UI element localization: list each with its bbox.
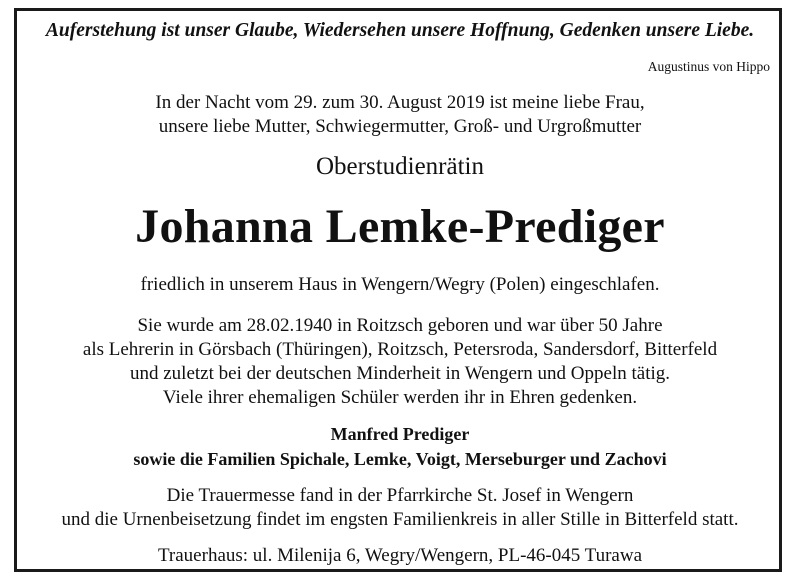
biography-line: als Lehrerin in Görsbach (Thüringen), Roitzsch, Petersroda, Sandersdorf, Bitterfeld [82,339,718,360]
biography-line: und zuletzt bei der deutschen Minderheit in Wengern und Oppeln tätig. [130,363,670,384]
funeral-line: und die Urnenbeisetzung findet im engsten Familienkreis in aller Stille in Bitterfeld statt. [61,509,739,530]
deceased-title: Oberstudienrätin [315,153,484,180]
deceased-name: Johanna Lemke-Prediger [135,200,665,253]
quote-attribution: Augustinus von Hippo [647,59,770,74]
mourner-primary: Manfred Prediger [330,424,470,444]
funeral-line: Die Trauermesse fand in der Pfarrkirche St. Josef in Wengern [166,485,634,506]
intro-line: unsere liebe Mutter, Schwiegermutter, Groß- und Urgroßmutter [158,116,642,137]
intro-line: In der Nacht vom 29. zum 30. August 2019 ist meine liebe Frau, [155,92,645,113]
mourner-families: sowie die Familien Spichale, Lemke, Voigt, Merseburger und Zachovi [133,449,667,469]
mourning-house-address: Trauerhaus: ul. Milenija 6, Wegry/Wengern, PL-46-045 Turawa [157,545,643,566]
funeral-text [0,484,800,532]
mourners [0,422,800,472]
biography-line: Sie wurde am 28.02.1940 in Roitzsch geboren und war über 50 Jahre [137,315,663,336]
biography-text [0,314,800,410]
motto-quote: Auferstehung ist unser Glaube, Wiedersehen unsere Hoffnung, Gedenken unsere Liebe. [45,20,755,41]
intro-text [0,91,800,139]
peace-line: friedlich in unserem Haus in Wengern/Wegry (Polen) eingeschlafen. [140,274,660,295]
biography-line: Viele ihrer ehemaligen Schüler werden ihr in Ehren gedenken. [162,387,638,408]
